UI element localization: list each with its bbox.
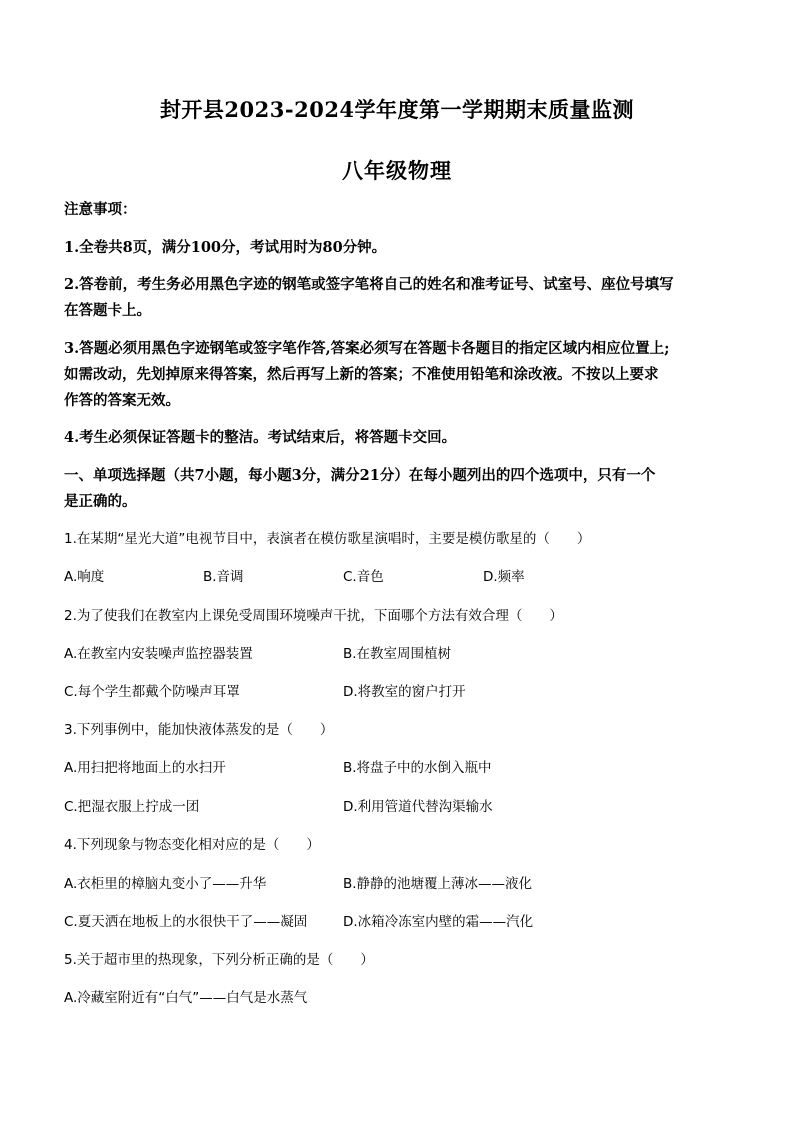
- option-c: C.夏天洒在地板上的水很快干了——凝固: [64, 914, 308, 930]
- notice-item: 3.答题必须用黑色字迹钢笔或签字笔作答,答案必须写在答题卡各题目的指定区域内相应位置上;: [64, 340, 670, 357]
- section-heading: 一、单项选择题（共7小题，每小题3分，满分21分）在每小题列出的四个选项中，只有一个: [64, 467, 656, 484]
- question-stem: 1.在某期“星光大道”电视节目中，表演者在模仿歌星演唱时，主要是模仿歌星的（ ）: [64, 531, 591, 547]
- exam-title: 封开县2023-2024学年度第一学期期末质量监测: [159, 97, 635, 122]
- option-a: A.用扫把将地面上的水扫开: [64, 760, 226, 776]
- section-heading-cont: 是正确的。: [64, 493, 137, 510]
- notice-item: 1.全卷共8页，满分100分，考试用时为80分钟。: [64, 239, 387, 256]
- option-a: A.响度: [64, 569, 105, 585]
- option-b: B.静静的池塘覆上薄冰——液化: [343, 876, 533, 892]
- question-stem: 5.关于超市里的热现象，下列分析正确的是（ ）: [64, 952, 374, 968]
- option-c: C.把湿衣服上拧成一团: [64, 799, 200, 815]
- exam-subtitle: 八年级物理: [342, 158, 452, 183]
- notice-item: 在答题卡上。: [64, 302, 151, 319]
- notice-heading: 注意事项：: [64, 201, 137, 218]
- option-a: A.在教室内安装噪声监控器装置: [64, 646, 253, 662]
- option-d: D.频率: [483, 569, 525, 585]
- question-stem: 4.下列现象与物态变化相对应的是（ ）: [64, 837, 320, 853]
- notice-item: 4.考生必须保证答题卡的整洁。考试结束后，将答题卡交回。: [64, 429, 457, 446]
- option-d: D.将教室的窗户打开: [343, 684, 466, 700]
- option-d: D.冰箱冷冻室内壁的霜——汽化: [343, 914, 534, 930]
- option-d: D.利用管道代替沟渠输水: [343, 799, 493, 815]
- option-c: C.每个学生都戴个防噪声耳罩: [64, 684, 240, 700]
- notice-item: 作答的答案无效。: [64, 392, 180, 409]
- option-b: B.音调: [203, 569, 244, 585]
- option-b: B.在教室周围植树: [343, 646, 452, 662]
- option-a: A.冷藏室附近有“白气”——白气是水蒸气: [64, 990, 308, 1006]
- question-stem: 2.为了使我们在教室内上课免受周围环境噪声干扰，下面哪个方法有效合理（ ）: [64, 608, 563, 624]
- notice-item: 如需改动，先划掉原来得答案，然后再写上新的答案；不准使用铅笔和涂改液。不按以上要求: [64, 366, 659, 383]
- question-stem: 3.下列事例中，能加快液体蒸发的是（ ）: [64, 722, 334, 738]
- notice-item: 2.答卷前，考生务必用黑色字迹的钢笔或签字笔将自己的姓名和准考证号、试室号、座位号填写: [64, 276, 674, 293]
- option-b: B.将盘子中的水倒入瓶中: [343, 760, 492, 776]
- option-c: C.音色: [343, 569, 384, 585]
- option-a: A.衣柜里的樟脑丸变小了——升华: [64, 876, 267, 892]
